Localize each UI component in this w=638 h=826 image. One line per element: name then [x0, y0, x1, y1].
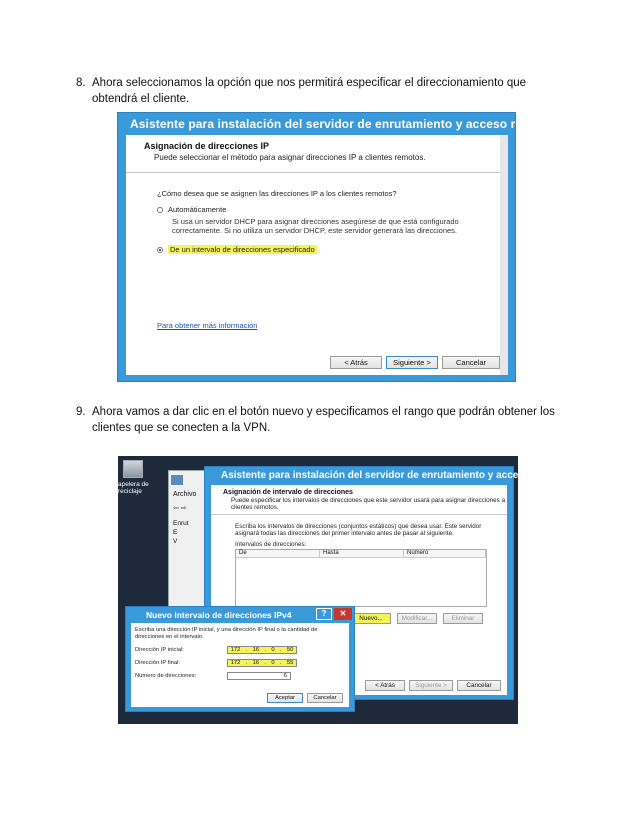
step-8	[76, 75, 562, 107]
step-text: Ahora vamos a dar clic en el botón nuevo y especificamos el rango que podrán obtener los clientes que se conecten a la VPN.	[92, 406, 555, 434]
step-number: 9.	[76, 406, 86, 418]
dialog-title	[126, 607, 354, 623]
ranges-table[interactable]	[235, 549, 487, 607]
nav-arrows-icon[interactable]: ⇦ ⇨	[173, 505, 187, 512]
ip-octet: 172	[230, 647, 241, 653]
app-icon	[171, 475, 183, 485]
screenshot-address-range	[118, 456, 567, 724]
back-button[interactable]: < Atrás	[330, 356, 382, 369]
range-buttons	[351, 613, 483, 624]
count-field[interactable]: 6	[227, 672, 291, 680]
recycle-bin-icon[interactable]	[123, 460, 143, 478]
column-header[interactable]: Hasta	[320, 550, 404, 557]
header-subtitle: Puede especificar los intervalos de direcciones que este servidor usará para asignar direcciones a clientes remotos.	[231, 497, 506, 511]
modify-button[interactable]: Modificar...	[397, 613, 437, 624]
cancel-button[interactable]: Cancelar	[442, 356, 500, 369]
radio-icon[interactable]	[157, 207, 163, 213]
table-header	[236, 550, 486, 558]
help-icon[interactable]: ?	[316, 608, 332, 620]
wizard-buttons	[330, 356, 500, 369]
count-label: Número de direcciones:	[135, 673, 197, 679]
wizard-content	[126, 135, 508, 375]
question-label: ¿Cómo desea que se asignen las direcciones IP a los clientes remotos?	[157, 189, 397, 198]
wizard-title: Asistente para instalación del servidor de enrutamiento y acceso remoto	[130, 117, 552, 131]
scrollbar[interactable]	[500, 135, 508, 375]
range-description: Escriba los intervalos de direcciones (conjuntos estáticos) que desea usar. Este servidor asignará todas las direcciones del primer intervalo antes de pasar al siguiente.	[235, 523, 482, 537]
header-subtitle: Puede seleccionar el método para asignar direcciones IP a clientes remotos.	[154, 153, 426, 162]
dialog-content	[131, 623, 349, 707]
dhcp-help-text: Si usa un servidor DHCP para asignar direcciones asegúrese de que está configurado correctamente. Si no utiliza un servidor DHCP, este servidor generará las direcciones.	[172, 217, 459, 235]
start-ip-label: Dirección IP inicial:	[135, 647, 184, 653]
ip-octet: 50	[286, 647, 294, 653]
delete-button[interactable]: Eliminar	[443, 613, 483, 624]
column-header[interactable]: Número	[404, 550, 486, 557]
next-button[interactable]: Siguiente >	[409, 680, 453, 691]
wizard-title: Asistente para instalación del servidor de enrutamiento y acceso remoto	[221, 470, 567, 481]
option-automatic[interactable]	[157, 205, 226, 214]
start-ip-field[interactable]: 172 . 16 . 0 . 50	[227, 646, 297, 654]
option-automatic-label: Automáticamente	[168, 205, 227, 214]
desktop-icon-label: apelera de reciclaje	[118, 481, 149, 495]
dialog-description: Escriba una dirección IP inicial, y una dirección IP final o la cantidad de direcciones en el intervalo.	[135, 627, 318, 640]
dialog-buttons	[267, 693, 343, 703]
ip-octet: 55	[286, 660, 294, 666]
ip-octet: 16	[252, 660, 260, 666]
step-number: 8.	[76, 77, 86, 89]
option-range-label: De un intervalo de direcciones especificado	[170, 245, 315, 254]
end-ip-label: Dirección IP final:	[135, 660, 180, 666]
menu-file[interactable]: Archivo	[173, 491, 197, 498]
header-title: Asignación de intervalo de direcciones	[223, 489, 353, 496]
header-title: Asignación de direcciones IP	[144, 141, 270, 151]
option-range[interactable]	[157, 245, 317, 254]
step-9	[76, 404, 562, 436]
wizard-header	[126, 135, 508, 173]
tree-view	[173, 519, 189, 546]
new-range-dialog	[125, 606, 355, 712]
end-ip-field[interactable]: 172 . 16 . 0 . 55	[227, 659, 297, 667]
tree-item[interactable]: E	[173, 529, 178, 536]
step-text: Ahora seleccionamos la opción que nos permitirá especificar el direccionamiento que obtendrá el cliente.	[92, 77, 527, 105]
grid-label: Intervalos de direcciones:	[235, 541, 307, 548]
more-info-link[interactable]: Para obtener más información	[157, 321, 258, 330]
dialog-title-text: Nuevo intervalo de direcciones IPv4	[146, 610, 292, 620]
ip-octet: 172	[230, 660, 241, 666]
new-button[interactable]: Nuevo...	[351, 613, 391, 624]
wizard-header	[211, 485, 507, 515]
tree-item[interactable]: V	[173, 538, 178, 545]
ip-octet: 0	[271, 647, 275, 653]
ip-octet: 16	[252, 647, 260, 653]
radio-selected-icon[interactable]	[157, 247, 163, 253]
cancel-button[interactable]: Cancelar	[457, 680, 501, 691]
back-button[interactable]: < Atrás	[365, 680, 405, 691]
tree-item[interactable]: Enrut	[173, 520, 189, 527]
accept-button[interactable]: Aceptar	[267, 693, 303, 703]
next-button[interactable]: Siguiente >	[386, 356, 438, 369]
dialog-cancel-button[interactable]: Cancelar	[307, 693, 343, 703]
ip-octet: 0	[271, 660, 275, 666]
close-icon[interactable]: ✕	[334, 608, 352, 620]
column-header[interactable]: De	[236, 550, 320, 557]
screenshot-ip-assignment	[117, 112, 552, 382]
wizard-buttons	[365, 680, 501, 691]
